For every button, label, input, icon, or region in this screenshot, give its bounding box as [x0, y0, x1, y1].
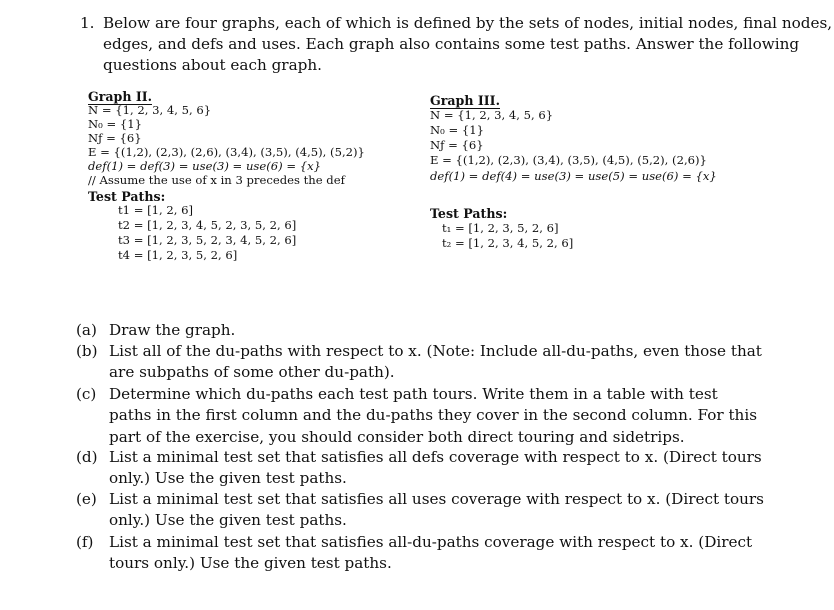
sub-question-e [76, 489, 766, 532]
sub-question-text: List a minimal test set that satisfies all uses coverage with respect to x. (Direct tours only.) Use the given test paths. [109, 490, 764, 530]
sub-question-text: Determine which du-paths each test path tours. Write them in a table with test paths in the first column and the du-paths they cover in the second column. For this part of the exercise, you should consider both direct touring and sidetrips. [109, 385, 757, 446]
graph-iii-def-use: def(1) = def(4) = use(3) = use(5) = use(6) = {x} [430, 169, 717, 183]
graph-ii-test-paths-label: Test Paths: [88, 189, 166, 204]
graph-iii-test-paths-label: Test Paths: [430, 206, 508, 221]
graph-ii-edges: E = {(1,2), (2,3), (2,6), (3,4), (3,5), (4,5), (5,2)} [88, 145, 365, 159]
graph-iii-final-nodes: Nƒ = {6} [430, 138, 484, 152]
sub-question-label: (e) [76, 490, 97, 508]
sub-question-text: List a minimal test set that satisfies all-du-paths coverage with respect to x. (Direct tours only.) Use the given test paths. [109, 533, 753, 573]
sub-question-text: List a minimal test set that satisfies all defs coverage with respect to x. (Direct tours only.) Use the given test paths. [109, 448, 762, 488]
question-line-3: questions about each graph. [103, 56, 322, 74]
graph-ii-def-use: def(1) = def(3) = use(3) = use(6) = {x} [88, 159, 322, 173]
graph-ii-initial-nodes: N₀ = {1} [88, 117, 143, 131]
graph-iii-title: Graph III. [430, 93, 500, 108]
sub-question-label: (c) [76, 385, 97, 403]
graph-ii-test-path: t2 = [1, 2, 3, 4, 5, 2, 3, 5, 2, 6] [118, 218, 297, 232]
graph-iii-test-path: t₁ = [1, 2, 3, 5, 2, 6] [442, 221, 559, 235]
sub-question-text: Draw the graph. [109, 321, 236, 339]
sub-question-label: (b) [76, 342, 98, 360]
graph-ii-test-path: t3 = [1, 2, 3, 5, 2, 3, 4, 5, 2, 6] [118, 233, 297, 247]
sub-question-f [76, 532, 766, 575]
graph-iii-initial-nodes: N₀ = {1} [430, 123, 485, 137]
sub-question-a [76, 320, 766, 342]
sub-question-label: (d) [76, 448, 98, 466]
sub-question-b [76, 341, 766, 384]
graph-ii-final-nodes: Nƒ = {6} [88, 131, 142, 145]
question-line-1: Below are four graphs, each of which is defined by the sets of nodes, initial nodes, final nodes, [103, 14, 833, 32]
graph-iii-nodes: N = {1, 2, 3, 4, 5, 6} [430, 108, 554, 122]
graph-ii-test-path: t4 = [1, 2, 3, 5, 2, 6] [118, 248, 238, 262]
question-line-2: edges, and defs and uses. Each graph also contains some test paths. Answer the following [103, 35, 800, 53]
graph-ii-nodes: N = {1, 2, 3, 4, 5, 6} [88, 103, 212, 117]
graph-ii-title: Graph II. [88, 89, 153, 104]
sub-question-d [76, 447, 766, 490]
question-number: 1. [80, 14, 95, 32]
graph-ii-comment: // Assume the use of x in 3 precedes the def [88, 173, 345, 187]
sub-question-label: (f) [76, 533, 94, 551]
graph-ii-test-path: t1 = [1, 2, 6] [118, 203, 194, 217]
sub-question-label: (a) [76, 321, 97, 339]
sub-question-c [76, 384, 766, 448]
sub-question-text: List all of the du-paths with respect to x. (Note: Include all-du-paths, even those that are subpaths of some other du-path). [109, 342, 762, 382]
graph-iii-edges: E = {(1,2), (2,3), (3,4), (3,5), (4,5), (5,2), (2,6)} [430, 153, 707, 167]
graph-iii-test-path: t₂ = [1, 2, 3, 4, 5, 2, 6] [442, 236, 574, 250]
